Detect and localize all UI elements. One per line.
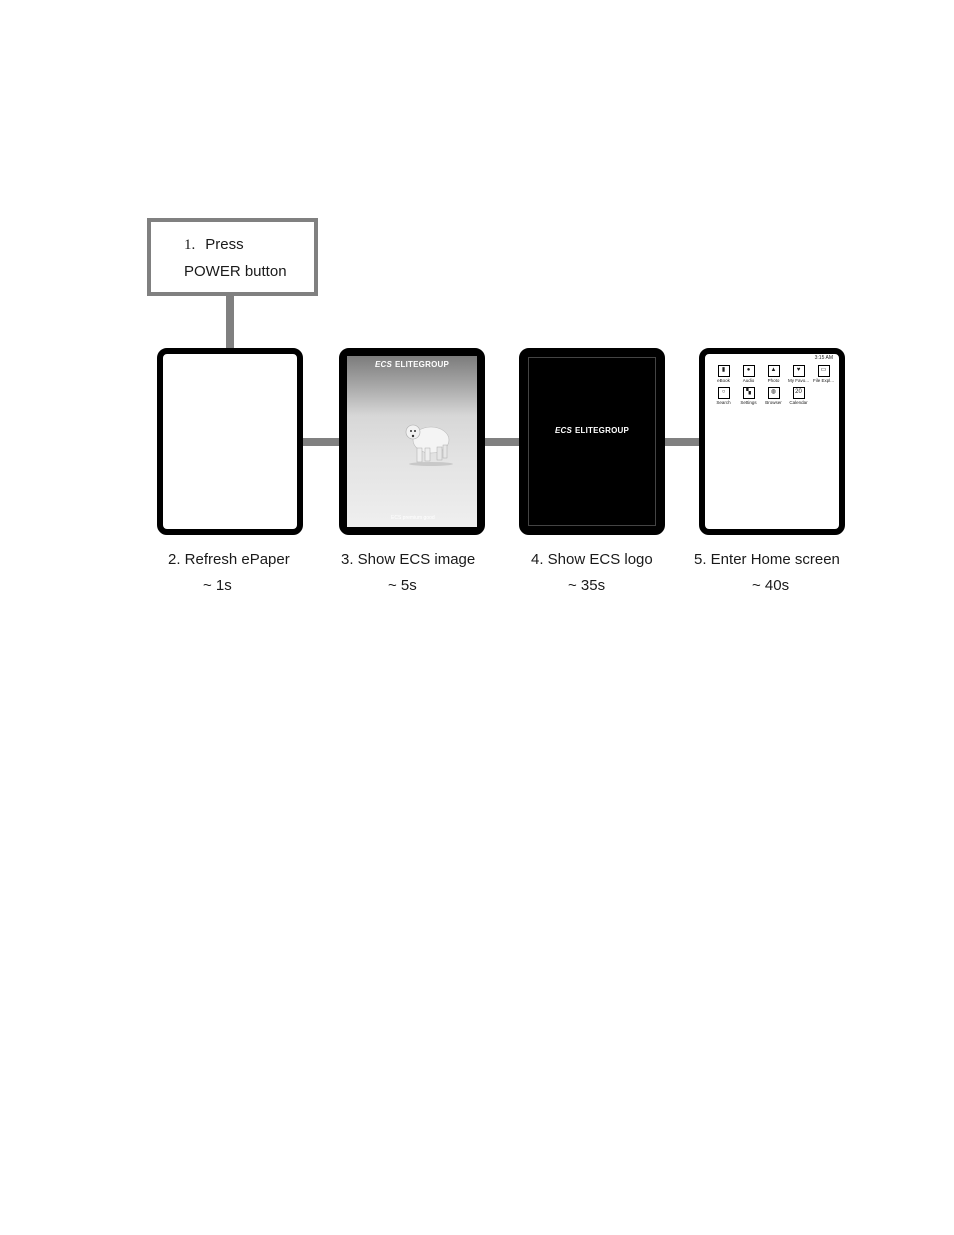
heart-icon: ♥ (793, 365, 805, 377)
device-ecs-image (339, 348, 485, 535)
ecs-footer-logo: ECS premium good (391, 515, 435, 521)
step1-line1: 1. Press (184, 236, 244, 253)
app-photo[interactable]: ▲ Photo (767, 367, 780, 383)
home-app-grid (711, 365, 836, 405)
step4-label: 4. Show ECS logo (531, 551, 653, 568)
photo-icon: ▲ (768, 365, 780, 377)
step4-time: ~ 35s (568, 577, 606, 594)
connector-2-3 (482, 438, 524, 446)
app-browser[interactable]: ◍ Browser (765, 389, 782, 405)
app-settings[interactable]: ▚ Settings (740, 389, 757, 405)
step2-label: 2. Refresh ePaper (168, 551, 290, 568)
connector-vertical (226, 292, 234, 352)
app-ebook[interactable]: ▮ eBook (717, 367, 730, 383)
step5-time: ~ 40s (752, 577, 790, 594)
step3-time: ~ 5s (388, 577, 417, 594)
ebook-icon: ▮ (718, 365, 730, 377)
calendar-icon: 20 (793, 387, 805, 399)
ecs-logo-screen (528, 357, 656, 526)
polar-bear-image (399, 412, 459, 472)
step2-time: ~ 1s (203, 577, 232, 594)
step5-label: 5. Enter Home screen (694, 551, 840, 568)
app-my-favorites[interactable]: ♥ My Favo... (787, 367, 809, 383)
ecs-image-screen (347, 356, 477, 527)
connector-3-4 (662, 438, 704, 446)
device-home-screen (699, 348, 845, 535)
step1-box (147, 218, 318, 296)
ecs-brand-center: ECS ELITEGROUP (554, 426, 630, 435)
app-file-explorer[interactable]: ▭ File Expl... (812, 367, 834, 383)
globe-icon: ◍ (768, 387, 780, 399)
ecs-brand-top: ECS ELITEGROUP (374, 360, 450, 369)
settings-icon: ▚ (743, 387, 755, 399)
step1-line2: POWER button (184, 263, 287, 280)
connector-1-2 (300, 438, 344, 446)
app-audio[interactable]: ● Audio (742, 367, 755, 383)
search-icon: ○ (718, 387, 730, 399)
status-bar-time: 3:15 AM (814, 355, 833, 361)
device-ecs-logo (519, 348, 665, 535)
step3-label: 3. Show ECS image (341, 551, 476, 568)
app-calendar[interactable]: 20 Calendar (789, 389, 808, 405)
app-search[interactable]: ○ Search (716, 389, 731, 405)
device-refresh-epaper (157, 348, 303, 535)
audio-icon: ● (743, 365, 755, 377)
folder-icon: ▭ (818, 365, 830, 377)
